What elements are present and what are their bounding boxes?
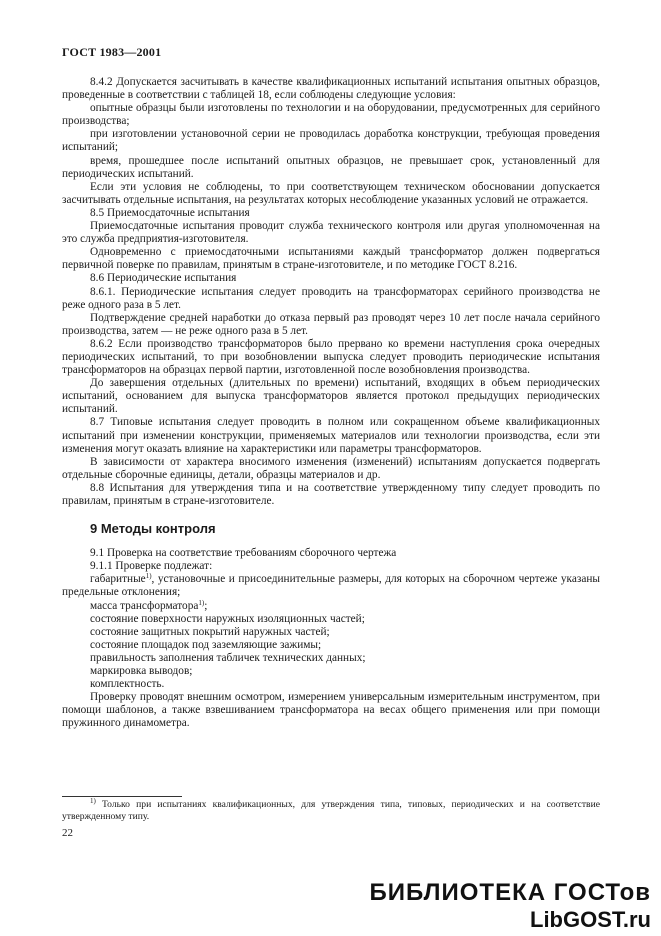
document-header: ГОСТ 1983—2001 — [62, 45, 162, 59]
list-item-text: ; — [204, 599, 208, 612]
list-item-text: , установочные и присоединительные размеры, для которых на сборочном чертеже указаны предельные отклонения; — [62, 573, 600, 599]
list-item: маркировка выводов; — [90, 665, 193, 678]
page-number: 22 — [62, 827, 73, 839]
footnote-marker: 1) — [198, 598, 205, 607]
paragraph: 8.6.1. Периодические испытания следует проводить на трансформаторах серийного производства не реже одного раза в 5 лет. — [62, 285, 600, 311]
paragraph: 9.1.1 Проверке подлежат: — [90, 560, 213, 573]
list-item: комплектность. — [90, 678, 165, 691]
list-item — [62, 600, 600, 613]
paragraph: 8.7 Типовые испытания следует проводить в полном или сокращенном объеме квалификационных испытаний при изменении конструкции, применяемых материалов или технологии производства, если эти изменения могут оказать влияние на характеристики или параметры трансформаторов. — [62, 416, 600, 455]
paragraph: время, прошедшее после испытаний опытных образцов, не превышает срок, установленный для периодических испытаний. — [62, 154, 600, 180]
list-item-text: габаритные — [90, 573, 146, 586]
list-item-text: масса трансформатора — [90, 599, 199, 612]
subsection-heading: 8.6 Периодические испытания — [90, 272, 237, 285]
paragraph: опытные образцы были изготовлены по технологии и на оборудовании, предусмотренных для серийного производства; — [62, 102, 600, 128]
list-item: состояние площадок под заземляющие зажимы; — [90, 638, 322, 651]
footnote-marker: 1) — [90, 797, 96, 805]
list-item: состояние защитных покрытий наружных частей; — [90, 625, 330, 638]
paragraph: До завершения отдельных (длительных по времени) испытаний, входящих в объем периодических испытаний, основанием для выпуска трансформаторов является протокол предыдущих периодических испытаний. — [62, 377, 600, 416]
list-item: состояние поверхности наружных изоляционных частей; — [90, 612, 365, 625]
paragraph: Проверку проводят внешним осмотром, измерением универсальным измерительным инструментом, при помощи шаблонов, а также взвешиванием трансформатора на весах общего применения или при помощи пружинного динамометра. — [62, 691, 600, 730]
subsection-heading: 8.5 Приемосдаточные испытания — [90, 206, 250, 219]
document-body — [62, 76, 600, 731]
list-item — [62, 573, 600, 599]
paragraph: Приемосдаточные испытания проводит служба технического контроля или другая уполномоченная на это служба предприятия-изготовителя. — [62, 220, 600, 246]
paragraph: Подтверждение средней наработки до отказа первый раз проводят через 10 лет после начала серийного производства, затем — не реже одного раза в 5 лет. — [62, 311, 600, 337]
paragraph: 8.4.2 Допускается засчитывать в качестве квалификационных испытаний испытания опытных образцов, проведенные в соответствии с таблицей 18, если соблюдены следующие условия: — [62, 76, 600, 102]
subsection-heading: 9.1 Проверка на соответствие требованиям сборочного чертежа — [90, 547, 397, 560]
paragraph: Одновременно с приемосдаточными испытаниями каждый трансформатор должен подвергаться первичной поверке по правилам, принятым в стране-изготовителе, и по методике ГОСТ 8.216. — [62, 246, 600, 272]
footnote-marker: 1) — [145, 572, 152, 581]
paragraph: Если эти условия не соблюдены, то при соответствующем техническом обосновании допускается засчитывать отдельные испытания, на результатах которых несоблюдение указанных условий не отражается. — [62, 180, 600, 206]
watermark-title: БИБЛИОТЕКА ГОСТов — [369, 879, 651, 906]
paragraph: 8.8 Испытания для утверждения типа и на соответствие утвержденному типу следует проводить по правилам, принятым в стране-изготовителе. — [62, 481, 600, 507]
footnote — [62, 799, 600, 823]
footnote-text: Только при испытаниях квалификационных, для утверждения типа, типовых, периодических и на соответствие утвержденному типу. — [62, 799, 600, 822]
footnote-divider — [62, 796, 182, 797]
watermark-site: LibGOST.ru — [530, 907, 651, 932]
paragraph: В зависимости от характера вносимого изменения (изменений) испытаниям допускается подвергать отдельные сборочные единицы, детали, образцы материалов и др. — [62, 455, 600, 481]
paragraph: 8.6.2 Если производство трансформаторов было прервано ко времени наступления срока очередных периодических испытаний, то при возобновлении выпуска следует проводить периодические испытания трансформаторов на образцах первой партии, изготовленной после возобновления производства. — [62, 337, 600, 377]
section-title: 9 Методы контроля — [90, 521, 216, 537]
list-item: правильность заполнения табличек технических данных; — [90, 651, 366, 664]
paragraph: при изготовлении установочной серии не проводилась доработка конструкции, требующая проведения испытаний; — [62, 128, 600, 154]
